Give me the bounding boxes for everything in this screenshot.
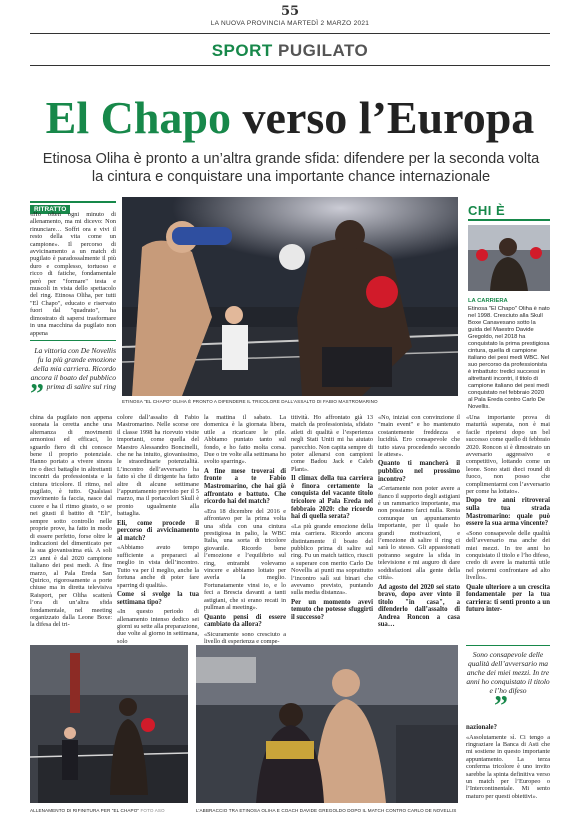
column-6-text-a: «Una importante prova di maturità superata, non è mai facile ripetersi dopo un bel successo come quello di febbraio 2020. Roncon si è dimostrato un avversario aggressivo e competitivo, lottando come un leone. Sono stati dieci round di fuoco, non posso che complimentarmi con l’avversario per come ha lottato». [466,414,550,496]
column-6-question-1: Dopo tre anni ritroverai sulla tua strada Mastromarino: quale può essere la sua arma vincente? [466,497,550,528]
dateline: LA NUOVA PROVINCIA MARTEDÌ 2 MARZO 2021 [210,20,370,27]
column-6-question-2: Quale ulteriore a un crescita fondamentale per la tua carriera: ti senti pronto a un futuro inter- [466,583,550,614]
pull-rule [30,340,116,341]
victory-photo-caption: L’ABBRACCIO TRA ETINOSA OLIHA E COACH DAVIDE GREGOLDO DOPO IL MATCH CONTRO CARLO DE NOVELLIS [196,808,457,813]
headline-part-2: verso l’Europa [231,92,535,143]
ritratto-text: «Ho often ogni minuto di allenamento, ma mi dicevo: Non rinunciare… Soffri ora e vivi il resto della vita come un campione». Il percorso di avvicinamento a un match di pugilato è paradossalmente il più duro e complesso, tortuoso e ricco di fatiche, fondamentale però per "formare" testa e muscoli in vista dello spettacolo del ring. Etinosa Oliha, per tutti "El Chapo", educato e riservato fuori dal "quadrato", ha dimostrato di sapersi trasformare in una macchina da pugilato non appena [30,211,116,337]
column-3 [204,414,286,646]
column-5-text-a: «No, iniziai con convinzione il "main event" e ho mantenuto costantemente freddezza e lucidità. Ero consapevole che tutto stava procedendo secondo le attese». [378,414,460,459]
section-label [0,41,580,61]
sidebar-subtitle: LA CARRIERA [468,298,508,304]
ritratto-tag: RITRATTO [30,205,70,214]
headline-part-1: El Chapo [45,92,232,143]
column-6-answer-1: «Sono consapevole delle qualità dell’avversario ma anche dei miei mezzi. In tre anni ho conquistato il titolo e l’ho difeso, credo di avere la maturità utile nel potermi confrontare ad alto livello». [466,529,550,582]
quote-mark: ” [30,379,44,410]
main-photo [122,197,458,396]
column-4-question-2: Per un momento avevi temuto che potesse sfuggirti il successo? [291,598,373,622]
column-4-answer-1: «La più grande emozione della mia carriera. Ricordo ancora distintamente il boato del pubblico prima di salire sul ring. Fu un match tattico, riuscii a superare con merito Carlo De Novellis ai punti ma soprattutto l’incontro salì sui binari che avevamo previsto, puntando sulla media distanza». [291,522,373,597]
quote-mark-2: ” [494,691,508,722]
column-6-question-3: nazionale? [466,724,497,731]
training-image [30,645,188,803]
column-3-answer-1: «Era 18 dicembre del 2016 e affrontavo per la prima volta una sfida con una cintura prestigiosa in palio, la WBC Italia, una sorta di tricolore giovanile. Ricordo bene l’emozione e l’equilibrio sul ring, entrambi volevamo vincere e abbiamo lottato per averla la meglio. Fortunatamente vinsi io, e lo feci a Brescia davanti a tanti astigiani, che si erano recati in pullman al meeting». [204,507,286,612]
column-2-question-1: Eli, come procede il percorso di avvicinamento al match? [117,519,199,542]
column-3-question-2: Quanto pensi di essere cambiato da allora? [204,613,286,629]
portrait-image [468,225,550,291]
pull-quote: La vittoria con De Novellis fu la più grande emozione della mia carriera. Ricordo ancora il boato del pubblico prima di salire sul ring [30,346,116,391]
column-4 [291,414,373,639]
section-secondary: PUGILATO [278,41,369,60]
column-5-answer-1: «Certamente non poter avere a fianco il supporto degli astigiani è un rammarico importante, ma non possiamo farci nulla. Resta comunque un appuntamento importante, per il quale ho grandi motivazioni, e l’emozione di salire il ring ci sarà lo stesso. Gli appassionati potranno seguire la sfida in televisione e mi auguro di dare soddisfazioni alla gente della città». [378,485,460,582]
sidebar-text: Etinosa "El Chapo" Oliha è nato nel 1998. Cresciuto alla Skull Boxe Canavesano sotto la guida del Maestro Davide Gregoldo, nel 2018 ha conquistato la prima prestigiosa cintura, quella di campione italiano dei pesi medi WBC. Nel suo percorso da professionista è imbattuto: tredici successi in altrettanti incontri, il titolo di campione italiano dei pesi medi conquistato nel febbraio 2020 al Pala Ereda contro Carlo De Novellis. [468,306,550,410]
pull-quote-2: Sono consapevole delle qualità dell’avversario ma anche dei miei mezzi. In tre anni ho conquistato il titolo e l’ho difeso [466,650,550,695]
embrace-image [196,645,458,803]
column-3-answer-2: «Sicuramente sono cresciuto a livello di esperienza e compe- [204,630,286,646]
gym-caption-text: ALLENAMENTO DI RIFINITURA PER "EL CHAPO" [30,808,140,813]
page-number: 55 [280,4,300,19]
column-2-text-a: colore dall’assalto di Fabio Mastromarino. Nelle scorse ore il classe 1998 ha ricevuto visite importanti, come quella del Maestro Alessandro Boncinelli, che ne ha intuito, giovanissimo, le straordinarie potenzialità. L’incontro dell’avversario ha fatto sì che il dirigente ha fatto altre di alcune settimane l’appuntamento previsto per il 5 marzo, ma il portacolori Skull è pronto ugualmente alla battaglia. [117,414,199,518]
column-5 [378,414,460,639]
gym-photo [30,645,188,803]
column-1: china da pugilato non appena suonata la ceretta anche una alternanza di movimenti armoniosi ed efficaci, lo sguardo fiero di chi conosce bene il proprio potenziale. Hanno portato a vivere sinora tre o dieci battaglie in altrettanti incontri da professionista e la cintura tricolore. Il ritmo, nel pugilato, è tutto. Qualsiasi movimento fa faccia, nasce dal cuore e ha il ritmo giusto, o se nei giusti il battito di "Eli", sempre sotto controllo nelle proprie prove, ha fatto in modo di essere perfetto, forse oltre le indicazioni del dimenticato per la sua giovanissima età. A soli 23 anni è dal 2020 campione italiano dei pesi medi. A fine marzo, al Pala Ereda San Quirico, rigorosamente a porte chiuse ma in diretta televisiva Raisport, per Oliha scatterà l’ora di un’altra sfida fondamentale, nel meeting organizzato dalla Leone Boxe: la difesa del tri- [30,414,112,629]
column-2-answer-2: «In questo periodo di allenamento intenso dedico sei giorni su sette alla preparazione, due volte al giorno in settimana, solo [117,608,199,645]
column-3-text-a: la mattina il sabato. La domenica è la giornata libera, utile a ricaricare le pile. Abbiamo puntato tanto sul fondo, e ho fatto molta corsa. Due o tre volte alla settimana ho svolto sparring». [204,414,286,466]
column-4-question-1: Il climax della tua carriera è finora certamente la conquista del vacante titolo tricolore al Pala Ereda nel febbraio 2020: che ricordo hai di quella serata? [291,475,373,521]
column-6-answer-3: «Assolutamente sì. Ci tengo a ringraziare la Banca di Asti che mi sostiene in questo importante appuntamento. La terza conferma tricolore è uno invito sarebbe la spinta definitiva verso un match per l’Europeo o l’Intercontinentale. Mi sento maturo per questi obiettivi». [466,733,550,800]
sidebar-title: CHI È [468,203,506,218]
column-3-question-1: A fine mese troverai di fronte a te Fabio Mastromarino, che hai già affrontato e battuto. Che ricordo hai del match? [204,467,286,506]
deck: Etinosa Oliha è pronto a un’altra grande sfida: difendere per la seconda volta la cintura e conquistare una importante chance internazionale [42,151,540,185]
sidebar-photo [468,225,550,291]
gym-caption-credit: FOTO ASO [140,808,165,813]
column-4-text-a: titività. Ho affrontato già 13 match da professionista, sfidato atleti di qualità e l’esperienza negli Stati Uniti mi ha aiutato parecchio. Non capita sempre di poter allenarsi con campioni come Badou Jack e Caleb Plant». [291,414,373,473]
section-primary: SPORT [211,41,273,60]
boxing-match-image [122,197,458,396]
victory-photo [196,645,458,803]
column-6 [466,414,550,639]
column-6-continued [466,722,550,818]
column-5-question-2: Ad agosto del 2020 sei stato bravo, dopo aver vinto il titolo "in casa", a difenderlo dall’assalto di Andrea Roncon a casa sua… [378,583,460,629]
header-rule [30,33,550,34]
sidebar-rule [468,219,550,221]
column-2-answer-1: «Abbiamo avuto tempo sufficiente a prepararci al meglio in vista dell’incontro. Tutto va per il meglio, anche la fortuna anche di poter fare sparring di qualità». [117,544,199,589]
column-2 [117,414,199,645]
pull-2-rule [466,645,550,646]
headline [0,92,580,143]
column-5-question-1: Quanto ti mancherà il pubblico nel prossimo incontro? [378,460,460,483]
gym-photo-caption [30,808,165,813]
column-2-question-2: Come si svolge la tua settimana tipo? [117,590,199,606]
section-rule [30,65,550,66]
main-photo-caption: ETINOSA "EL CHAPO" OLIHA È PRONTO A DIFENDERE IL TRICOLORE DALL’ASSALTO DI FABIO MASTROMARINO [122,399,378,404]
